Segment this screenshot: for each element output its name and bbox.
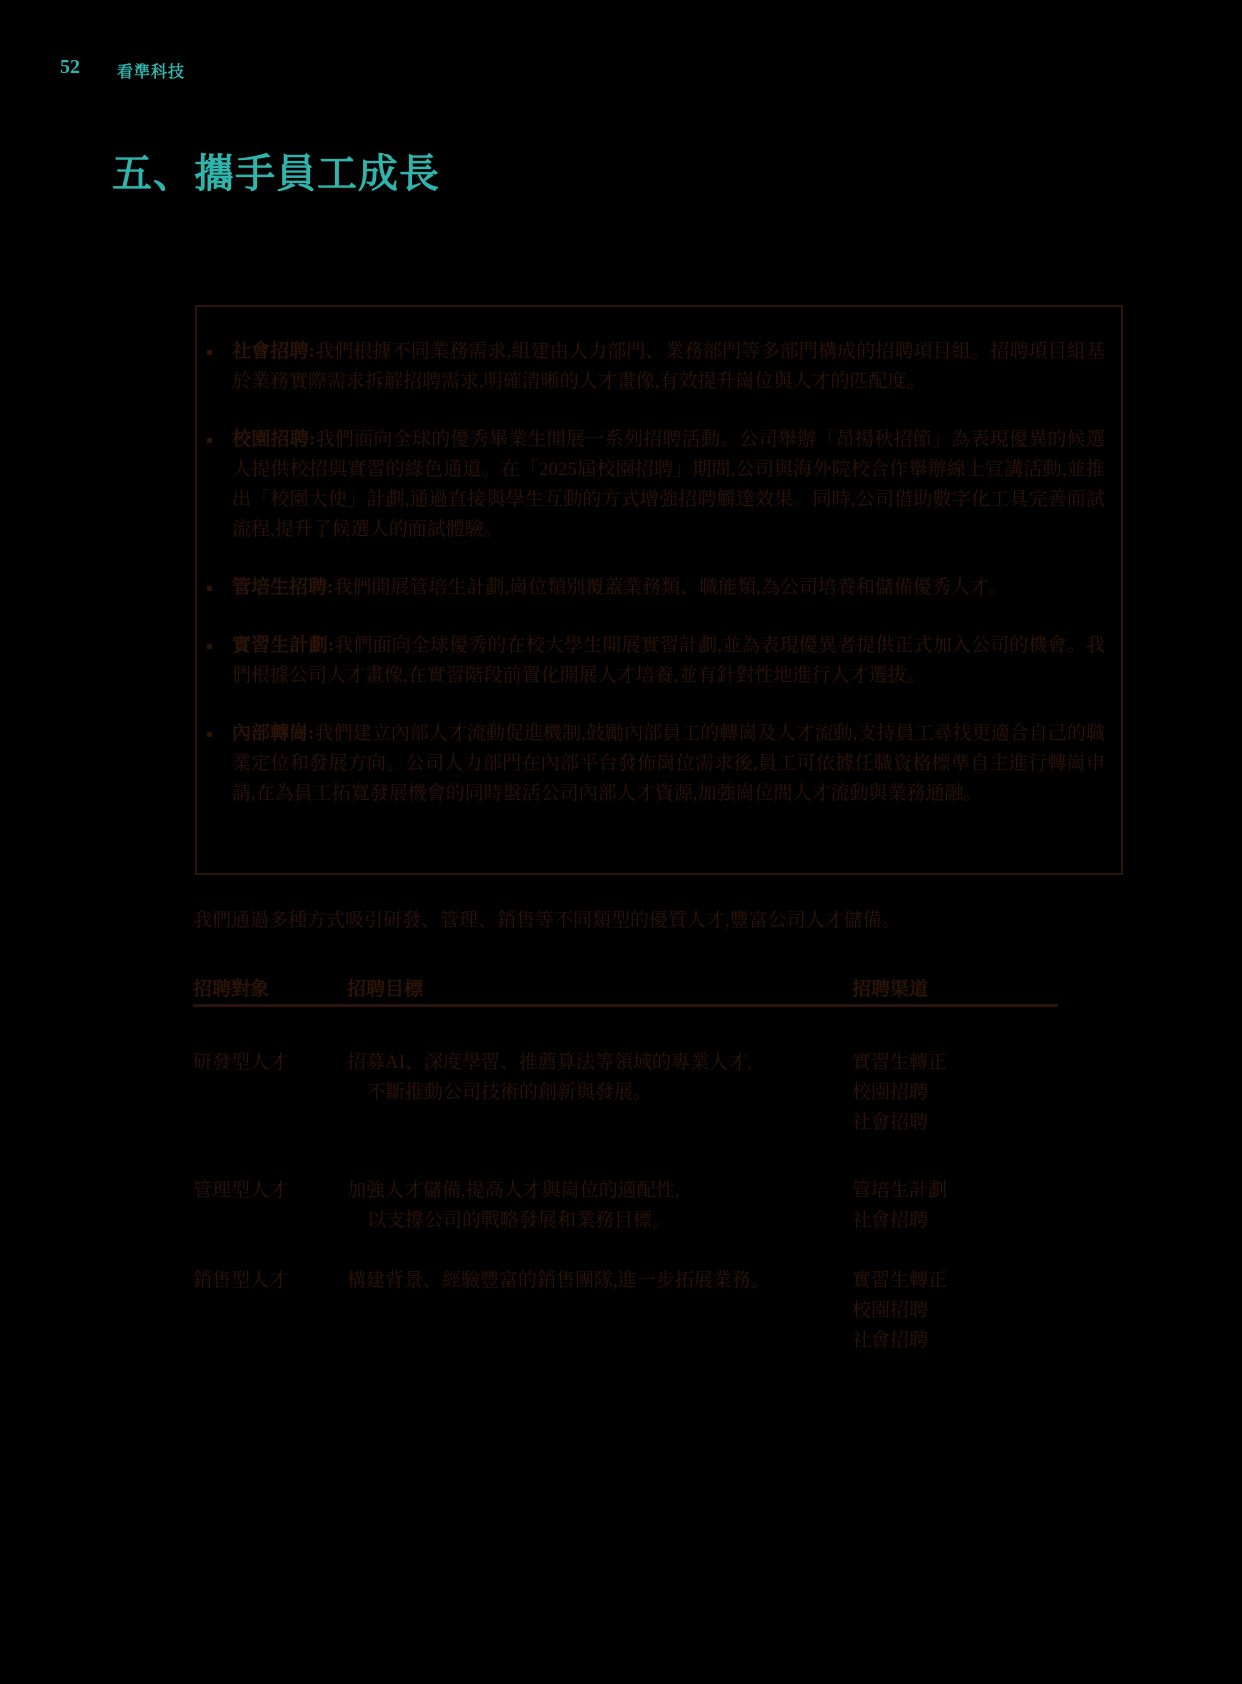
channel-item: 社會招聘 <box>852 1330 929 1351</box>
row-target: 銷售型人才 <box>193 1270 289 1291</box>
row-goal <box>347 1048 852 1108</box>
bullet-marker-icon <box>207 644 212 649</box>
channel-item: 校園招聘 <box>852 1082 929 1103</box>
channel-item: 管培生計劃 <box>852 1180 948 1201</box>
goal-line: 構建背景、經驗豐富的銷售團隊,進一步拓展業務。 <box>347 1270 770 1291</box>
bullet-head: 實習生計劃: <box>232 635 335 656</box>
channel-item: 實習生轉正 <box>852 1052 948 1073</box>
table-header-row <box>193 975 1058 1005</box>
bullet-marker-icon <box>207 732 212 737</box>
callout-bullet-internal-transfer <box>232 719 1105 809</box>
table-header-channel: 招聘渠道 <box>852 979 929 1000</box>
bullet-body: 我們根據不同業務需求,組建由人力部門、業務部門等多部門構成的招聘項目組。招聘項目組基於業務實際需求拆解招聘需求,明確清晰的人才畫像,有效提升崗位與人才的匹配度。 <box>232 341 1105 392</box>
row-goal <box>347 1176 852 1236</box>
page-number: 52 <box>60 56 80 78</box>
bullet-marker-icon <box>207 438 212 443</box>
channel-item: 校園招聘 <box>852 1300 929 1321</box>
bullet-head: 內部轉崗: <box>232 723 315 744</box>
bullet-body: 我們開展管培生計劃,崗位類別覆蓋業務類、職能類,為公司培養和儲備優秀人才。 <box>333 577 1008 598</box>
table-row-rd-talent <box>193 1048 1058 1138</box>
goal-line: 不斷推動公司技術的創新與發展。 <box>367 1082 653 1103</box>
callout-bullet-campus <box>232 425 1105 545</box>
bullet-head: 社會招聘: <box>232 341 315 362</box>
bullet-body: 我們面向全球優秀的在校大學生開展實習計劃,並為表現優異者提供正式加入公司的機會。我們根據公司人才畫像,在實習階段前置化開展人才培養,並有針對性地進行人才選拔。 <box>232 635 1105 686</box>
goal-line: 以支撐公司的戰略發展和業務目標。 <box>367 1210 672 1231</box>
callout-bullet-trainee <box>232 573 1105 603</box>
goal-line: 加強人才儲備,提高人才與崗位的適配性, <box>347 1180 680 1201</box>
intro-paragraph: 我們通過多種方式吸引研發、管理、銷售等不同類型的優質人才,豐富公司人才儲備。 <box>193 910 901 931</box>
table-header-goal: 招聘目標 <box>347 979 424 1000</box>
table-row-management-talent <box>193 1176 1058 1236</box>
table-row-sales-talent <box>193 1266 1058 1356</box>
bullet-marker-icon <box>207 350 212 355</box>
bullet-body: 我們建立內部人才流動促進機制,鼓勵內部員工的轉崗及人才流動,支持員工尋找更適合自己的職業定位和發展方向。公司人力部門在內部平台發佈崗位需求後,員工可依據任職資格標準自主進行轉崗申請,在為員工拓寬發展機會的同時盤活公司內部人才資源,加強崗位間人才流動與業務通融。 <box>232 723 1105 804</box>
table-header-target: 招聘對象 <box>193 979 270 1000</box>
table-header-rule <box>193 1004 1058 1007</box>
channel-item: 社會招聘 <box>852 1112 929 1133</box>
row-target: 管理型人才 <box>193 1180 289 1201</box>
row-channels <box>852 1266 1058 1356</box>
recruitment-callout-box <box>195 305 1123 875</box>
bullet-head: 管培生招聘: <box>232 577 334 598</box>
bullet-body: 我們面向全球的優秀畢業生開展一系列招聘活動。公司舉辦「昂揚秋招節」為表現優異的候選人提供校招與實習的綠色通道。在「2025屆校園招聘」期間,公司與海外院校合作舉辦線上宣講活動,並推出「校園大使」計劃,通過直接與學生互動的方式增強招聘觸達效果。同時,公司借助數字化工具完善面試流程,提升了候選人的面試體驗。 <box>232 429 1105 540</box>
bullet-marker-icon <box>207 586 212 591</box>
callout-bullet-social <box>232 337 1105 397</box>
channel-item: 社會招聘 <box>852 1210 929 1231</box>
row-channels <box>852 1048 1058 1138</box>
row-target: 研發型人才 <box>193 1052 289 1073</box>
goal-line: 招募AI、深度學習、推薦算法等領域的專業人才, <box>347 1052 752 1073</box>
bullet-head: 校園招聘: <box>232 429 316 450</box>
section-title: 五、攜手員工成長 <box>112 151 440 196</box>
row-goal <box>347 1266 852 1296</box>
row-channels <box>852 1176 1058 1236</box>
channel-item: 實習生轉正 <box>852 1270 948 1291</box>
brand-name: 看準科技 <box>117 64 186 81</box>
callout-bullet-intern <box>232 631 1105 691</box>
